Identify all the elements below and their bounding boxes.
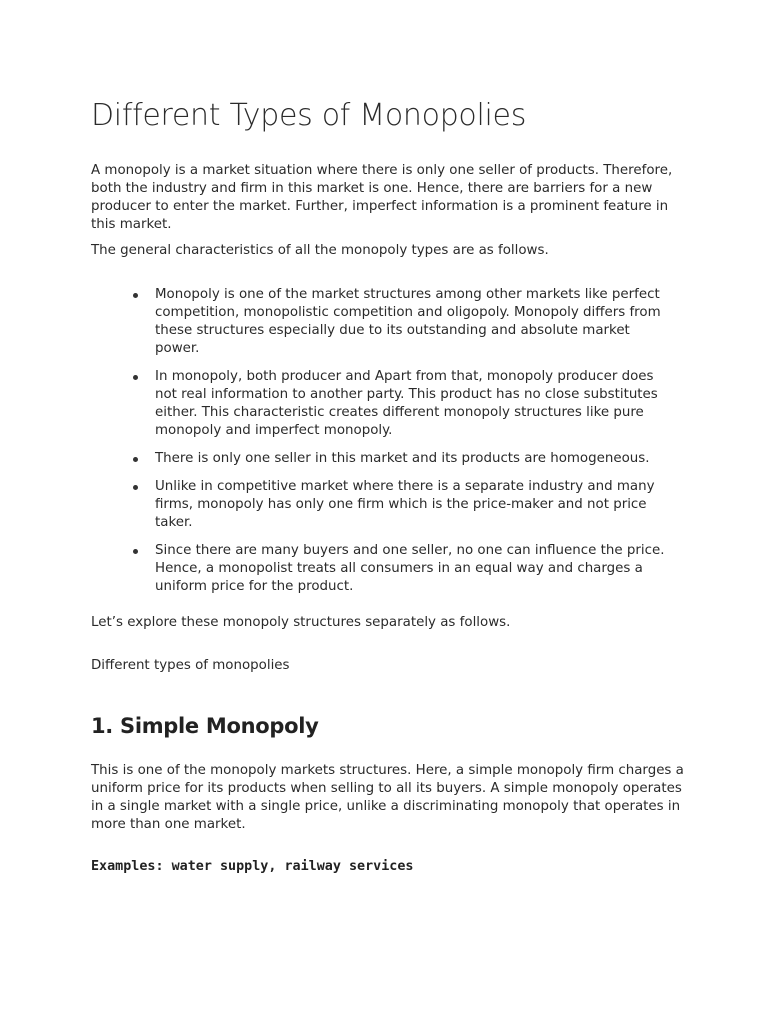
list-item	[133, 450, 673, 468]
list-item-text: In monopoly, both producer and Apart from that, monopoly producer does not real information to another party. This product has no close substitutes either. This characteristic creates different monopoly structures like pure monopoly and imperfect monopoly.	[155, 369, 658, 438]
list-item-text: Monopoly is one of the market structures among other markets like perfect competition, monopolistic competition and oligopoly. Monopoly differs from these structures especially due to its outstanding and absolute market power.	[155, 287, 661, 356]
list-item-text: Unlike in competitive market where there is a separate industry and many firms, monopoly has only one firm which is the price-maker and not price taker.	[155, 479, 655, 530]
bullet-icon	[133, 457, 138, 462]
lead-paragraph: The general characteristics of all the monopoly types are as follows.	[91, 243, 549, 258]
bullet-icon	[133, 549, 138, 554]
figure-caption: Different types of monopolies	[91, 658, 290, 673]
list-item	[133, 368, 673, 440]
bullet-icon	[133, 375, 138, 380]
section-heading: 1. Simple Monopoly	[91, 714, 319, 738]
examples-line: Examples: water supply, railway services	[91, 859, 414, 874]
list-item-text: Since there are many buyers and one seller, no one can influence the price. Hence, a monopolist treats all consumers in an equal way and charges a uniform price for the product.	[155, 543, 665, 594]
section-paragraph: This is one of the monopoly markets structures. Here, a simple monopoly firm charges a uniform price for its products when selling to all its buyers. A simple monopoly operates in a single market with a single price, unlike a discriminating monopoly that operates in more than one market.	[91, 763, 684, 832]
bullet-icon	[133, 485, 138, 490]
explore-paragraph: Let’s explore these monopoly structures separately as follows.	[91, 615, 511, 630]
bullet-icon	[133, 293, 138, 298]
list-item-text: There is only one seller in this market and its products are homogeneous.	[155, 451, 650, 466]
list-item	[133, 542, 673, 596]
intro-paragraph: A monopoly is a market situation where there is only one seller of products. Therefore, both the industry and firm in this market is one. Hence, there are barriers for a new producer to enter the market. Further, imperfect information is a prominent feature in this market.	[91, 163, 673, 232]
document-title: Different Types of Monopolies	[91, 98, 527, 133]
characteristics-list	[133, 286, 673, 606]
list-item	[133, 286, 673, 358]
list-item	[133, 478, 673, 532]
